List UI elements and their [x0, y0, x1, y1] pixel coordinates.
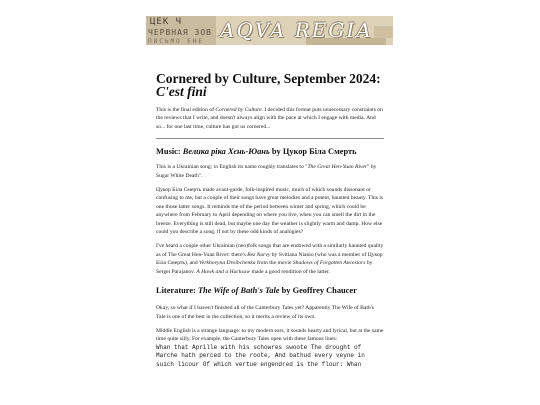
- intro-emphasis: Cornered by Culture: [215, 107, 262, 113]
- stamp-text-line3: ПИСЬМО ЕНЕ: [148, 38, 205, 45]
- quote-line: Whan that Aprille with his schowres swoote The drought of: [156, 343, 362, 351]
- stray-mark: ': [146, 10, 147, 14]
- music-heading: [156, 147, 384, 157]
- paragraph-text: from the movie: [255, 260, 293, 267]
- paragraph-text: This is a Ukrainian song; in English its name roughly translates to ": [156, 164, 308, 171]
- page-title-text: Cornered by Culture, September 2024:: [156, 71, 381, 86]
- paragraph-emphasis: The Great Hen-Yuan River: [307, 164, 368, 171]
- page-title: [156, 72, 384, 98]
- banner-stamp-image: [146, 16, 216, 45]
- literature-heading-author: by Geoffrey Chaucer: [279, 286, 357, 296]
- music-heading-artist: by Цукор Біла Смерть: [269, 147, 357, 157]
- page-subtitle: C'est fini: [156, 84, 207, 99]
- music-heading-label: Music:: [156, 147, 183, 157]
- literature-paragraph-2: Middle English is a strange language: to my modern ears, it sounds hearty and lyrical, but at the same time quite silly. For example, the Canterbury Tales open with these famous lines:: [156, 327, 384, 343]
- paragraph-text: made a good rendition of the latter.: [250, 268, 330, 275]
- quote-line: Marche hath perced to the roote, And bathud every veyne in: [156, 352, 365, 360]
- intro-text: This is the final edition of: [156, 107, 216, 113]
- paragraph-text: by Sergei Parajanov.: [156, 260, 373, 275]
- site-logo[interactable]: AQVA REGIA: [220, 18, 373, 42]
- paragraph-emphasis: Bez Narvy: [247, 251, 271, 258]
- paragraph-text: I've heard a couple other Ukrainian (neo)folk songs that are endowed with a similarly haunted quality as of The Great Hen-Yuan River: there's: [156, 243, 384, 258]
- intro-paragraph: [156, 106, 384, 131]
- literature-heading-label: Literature:: [156, 286, 198, 296]
- music-paragraph-1: [156, 163, 384, 180]
- site-banner[interactable]: [146, 16, 393, 45]
- paragraph-emphasis: Verkhovyna Droibchenka: [199, 260, 256, 267]
- literature-heading: [156, 286, 384, 296]
- section-divider: [156, 138, 384, 139]
- paragraph-text: " by Sugar White Death".: [156, 164, 377, 179]
- banner-smudge: [374, 26, 393, 38]
- music-heading-song: Велика ріка Хєнь-Юань: [182, 147, 270, 157]
- intro-text: . I decided this format puts unnecessary constraints on the reviews that I write, and doesn't always align with the pace at which I engage with media. And so... for one last time, culture has got us cornered...: [156, 107, 383, 130]
- stamp-text-line1: ЦЕК Ч: [150, 17, 183, 27]
- music-paragraph-3: [156, 242, 384, 276]
- paragraph-emphasis: Shadows of Forgotten Ancestors: [292, 260, 366, 267]
- literature-paragraph-1: Okay, so what if I haven't finished all of the Canterbury Tales yet? Apparently The Wife of Bath's Tale is one of the best in the collection, so it merits a review of its own.: [156, 305, 374, 320]
- article-content: [156, 72, 384, 369]
- quote-line: suich licour Of which vertue engendred is the flour: Whan: [156, 360, 362, 368]
- paragraph-emphasis: A Hawk and a Hacksaw: [196, 268, 251, 275]
- paragraph-text: by Svitlana Nianio (who was a member of Цукор Біла Смерть), and: [156, 251, 383, 267]
- music-paragraph-2: Цукор Біла Смерть made avant-garde, folk-inspired music, much of which sounds dissonant or confusing to me, but a couple of their songs have great melodies and a potent, haunted beauty. This is one those latter songs. It reminds me of the period between winter and spring, which could be anywhere from February to April depending on where you live, when you can smell the dirt in the breeze. Everything is still dead, but maybe one day the weather is slightly warm and damp. How else could you describe a song, if not by these odd kinds of analogies?: [156, 187, 384, 236]
- literature-heading-work: The Wife of Bath's Tale: [197, 286, 280, 296]
- stamp-text-line2: ЧЕРВНАЯ ЗОВ: [148, 28, 212, 37]
